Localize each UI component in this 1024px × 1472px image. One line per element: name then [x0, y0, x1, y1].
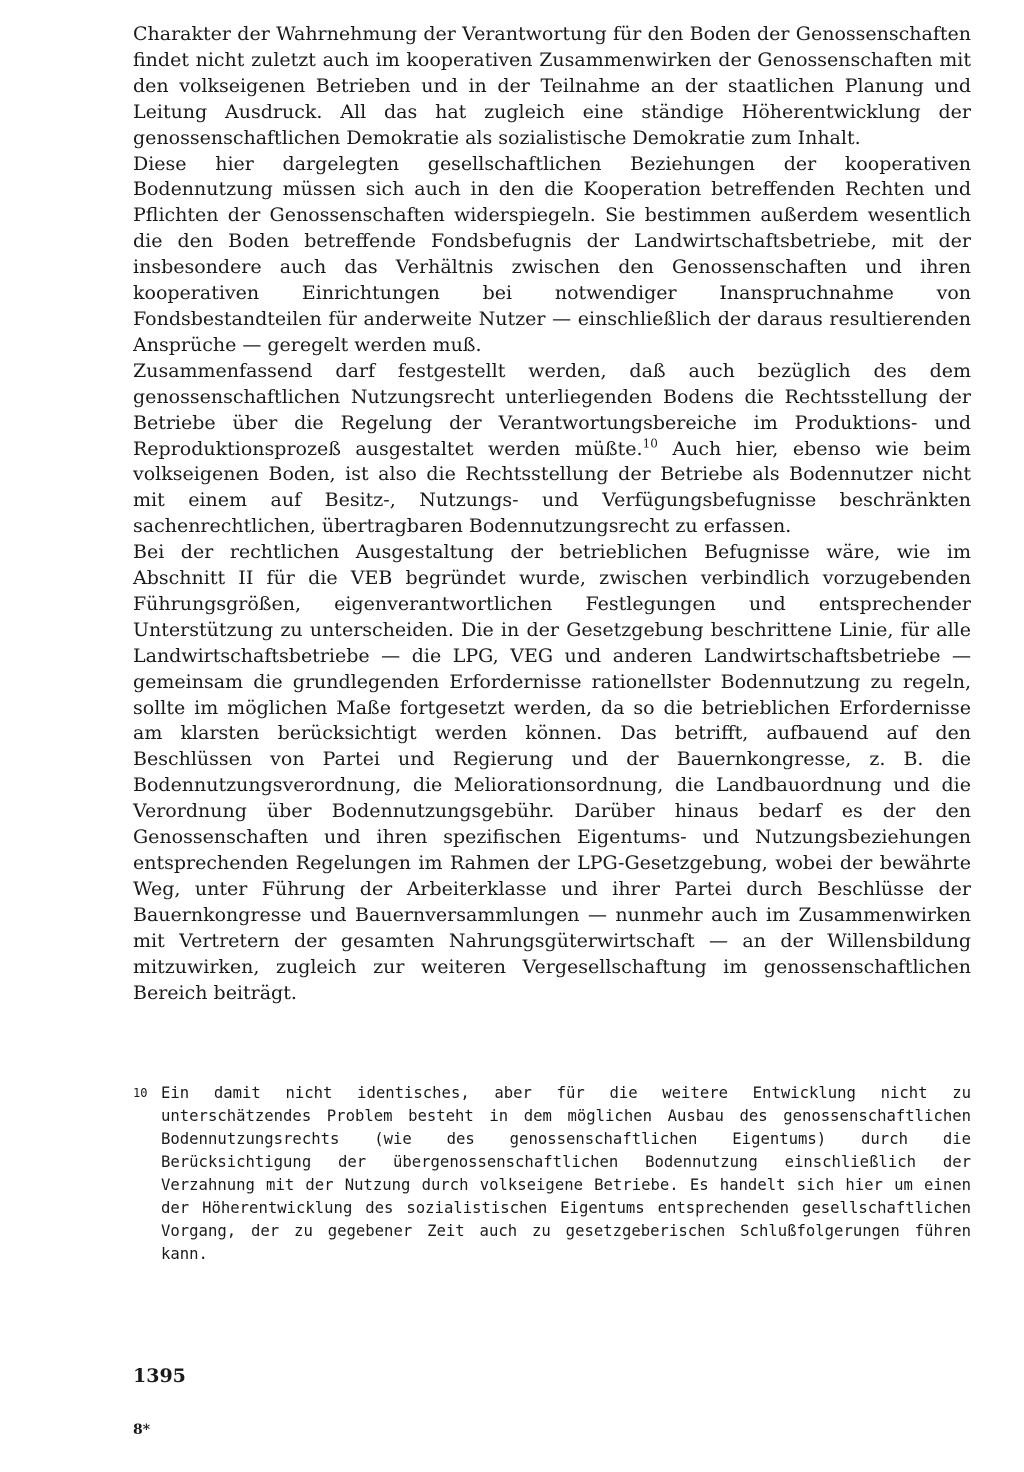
paragraph-3-text: Zusammenfassend darf festgestellt werden, daß auch bezüglich des dem genossenschaftlichen Nutzungsrecht unterliegenden Bodens die Rechtsstellung der Betriebe über die Regelung der Verantwortungsbereiche im Produktions- und Reproduktionsprozeß ausgestaltet werden müßte. [133, 359, 971, 460]
main-text [133, 22, 971, 1006]
paragraph-4: Bei der rechtlichen Ausgestaltung der betrieblichen Befugnisse wäre, wie im Abschnitt II für die VEB begründet wurde, zwischen verbindlich vorzugebenden Führungsgrößen, eigenverantwortlichen Festlegungen und entsprechender Unterstützung zu unterscheiden. Die in der Gesetzgebung beschrittene Linie, für alle Landwirtschaftsbetriebe — die LPG, VEG und anderen Landwirtschaftsbetriebe — gemeinsam die grundlegenden Erfordernisse rationellster Bodennutzung zu regeln, sollte im möglichen Maße fortgesetzt werden, da so die betrieblichen Erfordernisse am klarsten berücksichtigt werden können. Das betrifft, aufbauend auf den Beschlüssen von Partei und Regierung und der Bauernkongresse, z. B. die Bodennutzungsverordnung, die Meliorationsordnung, die Landbauordnung und die Verordnung über Bodennutzungsgebühr. Darüber hinaus bedarf es der den Genossenschaften und ihren spezifischen Eigentums- und Nutzungsbeziehungen entsprechenden Regelungen im Rahmen der LPG-Gesetzgebung, wobei der bewährte Weg, unter Führung der Arbeiterklasse und ihrer Partei durch Beschlüsse der Bauernkongresse und Bauernversammlungen — nunmehr auch im Zusammenwirken mit Vertretern der gesamten Nahrungsgüterwirtschaft — an der Willensbildung mitzuwirken, zugleich zur weiteren Vergesellschaftung im genossenschaftlichen Bereich beiträgt. [133, 541, 971, 1004]
paragraph-2: Diese hier dargelegten gesellschaftlichen Beziehungen der kooperativen Bodennutzung müssen sich auch in den die Kooperation betreffenden Rechten und Pflichten der Genossenschaften widerspiegeln. Sie bestimmen außerdem wesentlich die den Boden betreffende Fondsbefugnis der Landwirtschaftsbetriebe, mit der insbesondere auch das Verhältnis zwischen den Genossenschaften und ihren kooperativen Einrichtungen bei notwendiger Inanspruchnahme von Fondsbestandteilen für anderweite Nutzer — einschließlich der daraus resultierenden Ansprüche — geregelt werden muß. [133, 152, 971, 356]
paragraph-1: Charakter der Wahrnehmung der Verantwortung für den Boden der Genossenschaften findet nicht zuletzt auch im kooperativen Zusammenwirken der Genossenschaften mit den volkseigenen Betrieben und in der Teilnahme an der staatlichen Planung und Leitung Ausdruck. All das hat zugleich eine ständige Höherentwicklung der genossenschaftlichen Demokratie als sozialistische Demokratie zum Inhalt. [133, 23, 971, 149]
footnote [133, 1082, 971, 1266]
footnote-marker: 10 [133, 1086, 148, 1100]
signature-mark: 8* [133, 1422, 151, 1438]
paragraph-3 [133, 359, 971, 540]
footnote-reference: 10 [642, 436, 658, 451]
page-number: 1395 [133, 1365, 186, 1387]
paragraph-3-continuation: Auch hier, ebenso wie beim volkseigenen Boden, ist also die Rechtsstellung der Betriebe als Bodennutzer nicht mit einem auf Besitz-, Nutzungs- und Verfügungsbefugnisse beschränkten sachenrechtlichen, übertragbaren Bodennutzungsrecht zu erfassen. [133, 437, 971, 538]
footnote-text: Ein damit nicht identisches, aber für die weitere Entwicklung nicht zu unterschätzendes Problem besteht in dem möglichen Ausbau des genossenschaftlichen Bodennutzungsrechts (wie des genossenschaftlichen Eigentums) durch die Berücksichtigung der übergenossenschaftlichen Bodennutzung einschließlich der Verzahnung mit der Nutzung durch volkseigene Betriebe. Es handelt sich hier um einen der Höherentwicklung des sozialistischen Eigentums entsprechenden gesellschaftlichen Vorgang, der zu gegebener Zeit auch zu gesetzgeberischen Schlußfolgerungen führen kann. [161, 1084, 971, 1263]
